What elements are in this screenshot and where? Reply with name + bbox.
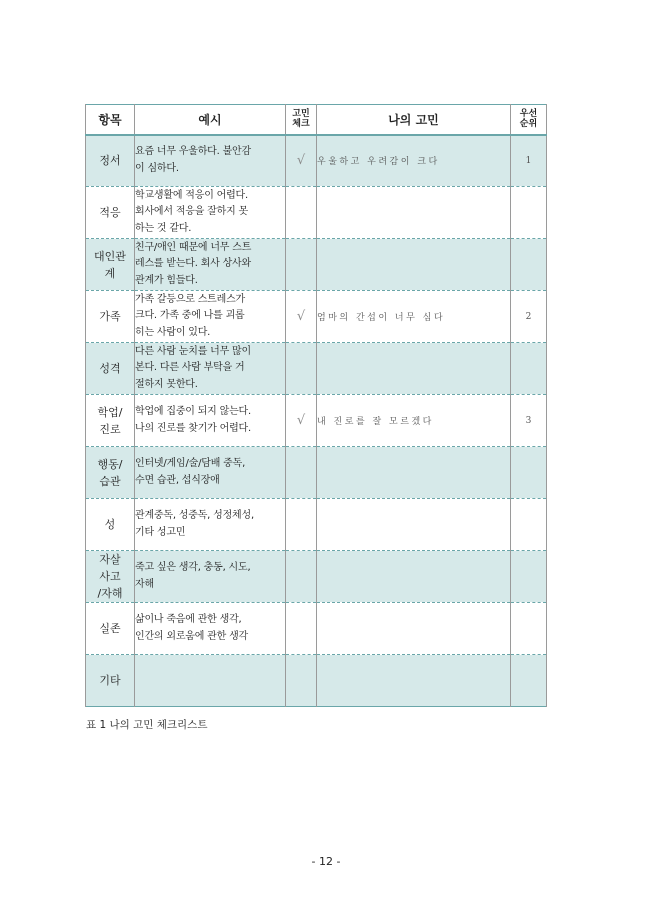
priority-cell xyxy=(511,187,547,239)
example-line: 삶이나 죽음에 관한 생각, xyxy=(135,614,242,625)
example-line: 이 심하다. xyxy=(135,162,179,174)
table-row xyxy=(86,187,547,239)
example-cell xyxy=(135,499,286,551)
example-line: 크다. 가족 중에 나를 괴롭 xyxy=(135,310,245,322)
header-priority-line1: 우선 xyxy=(519,109,538,120)
example-cell xyxy=(135,187,286,239)
check-cell xyxy=(286,187,317,239)
example-line: 회사에서 적응을 잘하지 못 xyxy=(135,206,248,218)
example-line: 하는 것 같다. xyxy=(135,222,192,234)
header-check-line1: 고민 xyxy=(292,109,310,120)
category-line: 자살 xyxy=(99,553,121,566)
example-line: 인터넷/게임/술/담배 중독, xyxy=(135,458,246,469)
category-line: 대인관 xyxy=(94,249,126,263)
category-line: 사고 xyxy=(99,570,121,583)
example-cell xyxy=(135,655,286,707)
category-line: 진로 xyxy=(99,422,121,436)
check-cell xyxy=(286,239,317,291)
example-line: 관계중독, 성중독, 성정체성, xyxy=(135,510,254,521)
example-line: 히는 사람이 있다. xyxy=(135,326,211,338)
table-row xyxy=(86,447,547,499)
category-cell xyxy=(86,291,135,343)
table-header-row xyxy=(86,105,547,135)
my-worry-cell xyxy=(317,343,511,395)
example-line: 레스를 받는다. 회사 상사와 xyxy=(135,258,251,270)
category-cell xyxy=(86,447,135,499)
example-line: 요즘 너무 우울하다. 불안감 xyxy=(135,146,251,158)
table-row xyxy=(86,239,547,291)
category-line: 가족 xyxy=(99,310,121,323)
header-check xyxy=(286,105,317,135)
example-cell xyxy=(135,343,286,395)
table-row xyxy=(86,499,547,551)
my-worry-cell xyxy=(317,447,511,499)
category-line: /자해 xyxy=(97,587,123,600)
table-row xyxy=(86,395,547,447)
category-line: 계 xyxy=(104,266,116,280)
example-line: 학업에 집중이 되지 않는다. xyxy=(135,406,251,417)
worry-checklist-table xyxy=(85,104,547,707)
my-worry-cell xyxy=(317,603,511,655)
category-line: 학업/ xyxy=(97,405,123,419)
example-cell xyxy=(135,135,286,187)
category-line: 성격 xyxy=(99,362,121,375)
example-line: 죽고 싶은 생각, 충동, 시도, xyxy=(135,562,251,573)
example-cell xyxy=(135,447,286,499)
category-line: 습관 xyxy=(99,474,121,488)
category-line: 행동/ xyxy=(97,457,123,471)
example-line: 수면 습관, 섭식장애 xyxy=(135,474,220,486)
priority-cell xyxy=(511,603,547,655)
my-worry-cell xyxy=(317,499,511,551)
category-cell xyxy=(86,239,135,291)
check-cell xyxy=(286,551,317,603)
check-cell xyxy=(286,655,317,707)
priority-cell xyxy=(511,499,547,551)
example-line: 친구/애인 때문에 너무 스트 xyxy=(135,241,252,253)
priority-cell xyxy=(511,343,547,395)
table-row xyxy=(86,655,547,707)
category-line: 실존 xyxy=(99,622,121,635)
table-row xyxy=(86,551,547,603)
example-line: 나의 진로를 찾기가 어렵다. xyxy=(135,422,251,434)
category-cell xyxy=(86,187,135,239)
table-row xyxy=(86,291,547,343)
priority-cell xyxy=(511,447,547,499)
category-cell xyxy=(86,655,135,707)
priority-cell: 3 xyxy=(511,395,547,447)
header-check-line2: 체크 xyxy=(292,119,310,130)
table-row xyxy=(86,343,547,395)
priority-cell: 2 xyxy=(511,291,547,343)
header-priority-line2: 순위 xyxy=(519,119,538,130)
example-cell xyxy=(135,551,286,603)
priority-cell xyxy=(511,655,547,707)
example-line: 인간의 외로움에 관한 생각 xyxy=(135,630,248,642)
my-worry-cell: 우울하고 우려감이 크다 xyxy=(317,135,511,187)
example-cell xyxy=(135,603,286,655)
priority-cell xyxy=(511,239,547,291)
category-cell xyxy=(86,135,135,187)
check-cell: √ xyxy=(286,395,317,447)
category-line: 정서 xyxy=(99,154,121,168)
category-cell xyxy=(86,343,135,395)
table-row xyxy=(86,603,547,655)
header-my-worry: 나의 고민 xyxy=(317,105,511,135)
priority-cell xyxy=(511,551,547,603)
my-worry-cell xyxy=(317,655,511,707)
example-line: 다른 사람 눈치를 너무 많이 xyxy=(135,345,251,357)
example-line: 본다. 다른 사람 부탁을 거 xyxy=(135,362,245,374)
header-example: 예시 xyxy=(135,105,286,135)
example-line: 절하지 못한다. xyxy=(135,378,198,390)
check-cell xyxy=(286,343,317,395)
example-line: 자해 xyxy=(135,578,154,590)
category-line: 적응 xyxy=(99,206,121,219)
my-worry-cell: 내 진로를 잘 모르겠다 xyxy=(317,395,511,447)
category-cell xyxy=(86,395,135,447)
check-cell xyxy=(286,603,317,655)
my-worry-cell xyxy=(317,239,511,291)
example-line: 가족 갈등으로 스트레스가 xyxy=(135,293,246,305)
example-line: 학교생활에 적응이 어렵다. xyxy=(135,189,248,201)
my-worry-cell xyxy=(317,551,511,603)
header-priority xyxy=(511,105,547,135)
priority-cell: 1 xyxy=(511,135,547,187)
header-category: 항목 xyxy=(86,105,135,135)
my-worry-cell xyxy=(317,187,511,239)
example-cell xyxy=(135,239,286,291)
my-worry-cell: 엄마의 간섭이 너무 심다 xyxy=(317,291,511,343)
check-cell xyxy=(286,499,317,551)
page-number: - 12 - xyxy=(311,855,341,868)
example-cell xyxy=(135,291,286,343)
category-cell xyxy=(86,551,135,603)
table-row xyxy=(86,135,547,187)
example-line: 기타 성고민 xyxy=(135,526,186,538)
table-caption: 표 1 나의 고민 체크리스트 xyxy=(86,719,208,731)
category-line: 기타 xyxy=(99,674,121,687)
example-line: 관계가 힘들다. xyxy=(135,274,198,286)
example-cell xyxy=(135,395,286,447)
category-line: 성 xyxy=(104,518,116,531)
check-cell: √ xyxy=(286,291,317,343)
check-cell: √ xyxy=(286,135,317,187)
category-cell xyxy=(86,603,135,655)
category-cell xyxy=(86,499,135,551)
check-cell xyxy=(286,447,317,499)
